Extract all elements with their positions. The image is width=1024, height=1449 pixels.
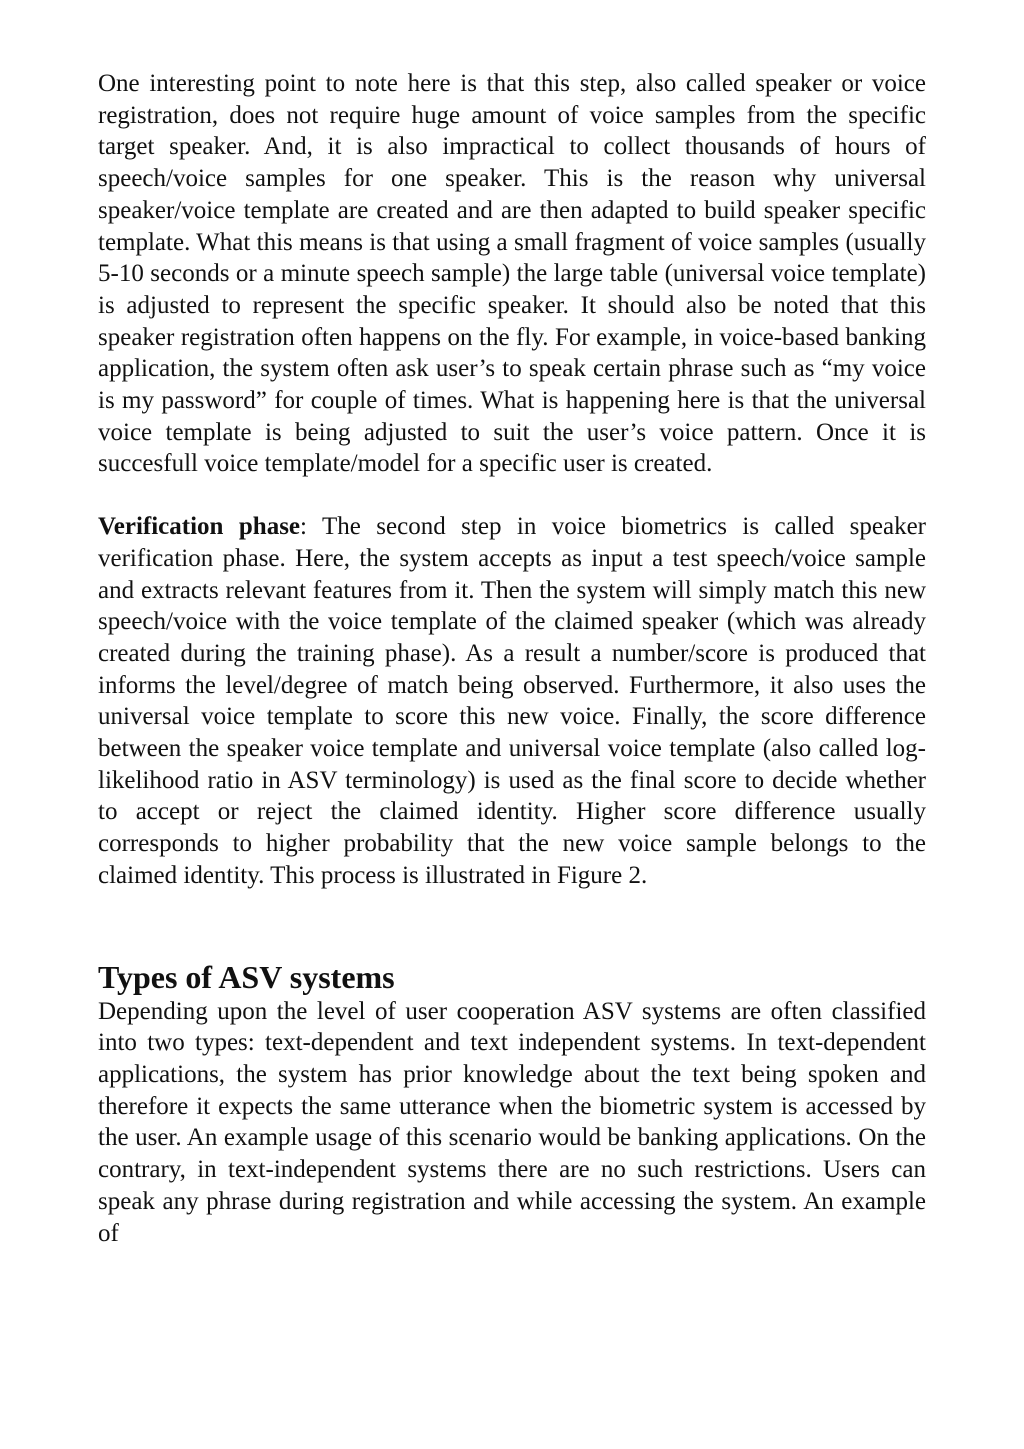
document-page bbox=[98, 68, 926, 1249]
asv-types-paragraph: Depending upon the level of user cooperation ASV systems are often classified into two types: text-dependent and text independent systems. In text-dependent applications, the system has prior knowledge about the text being spoken and therefore it expects the same utterance when the biometric system is accessed by the user. An example usage of this scenario would be banking applications. On the contrary, in text-independent systems there are no such restrictions. Users can speak any phrase during registration and while accessing the system. An example of bbox=[98, 997, 926, 1247]
section-heading: Types of ASV systems bbox=[98, 958, 395, 995]
verification-paragraph bbox=[98, 511, 926, 891]
verification-phase-term: Verification phase bbox=[98, 513, 301, 541]
verification-phase-text: : The second step in voice biometrics is called speaker verification phase. Here, the system accepts as input a test speech/voice sample and extracts relevant features from it. Then the system will simply match this new speech/voice with the voice template of the claimed speaker (which was already created during the training phase). As a result a number/score is produced that informs the level/degree of match being observed. Furthermore, it also uses the universal voice template to score this new voice. Finally, the score difference between the speaker voice template and universal voice template (also called log-likelihood ratio in ASV terminology) is used as the final score to decide whether to accept or reject the claimed identity. Higher score difference usually corresponds to higher probability that the new voice sample belongs to the claimed identity. This process is illustrated in Figure 2. bbox=[98, 513, 926, 889]
registration-paragraph: One interesting point to note here is that this step, also called speaker or voice registration, does not require huge amount of voice samples from the specific target speaker. And, it is also impractical to collect thousands of hours of speech/voice samples for one speaker. This is the reason why universal speaker/voice template are created and are then adapted to build speaker specific template. What this means is that using a small fragment of voice samples (usually 5-10 seconds or a minute speech sample) the large table (universal voice template) is adjusted to represent the specific speaker. It should also be noted that this speaker registration often happens on the fly. For example, in voice-based banking application, the system often ask user’s to speak certain phrase such as “my voice is my password” for couple of times. What is happening here is that the universal voice template is being adjusted to suit the user’s voice pattern. Once it is succesfull voice template/model for a specific user is created. bbox=[98, 70, 926, 478]
